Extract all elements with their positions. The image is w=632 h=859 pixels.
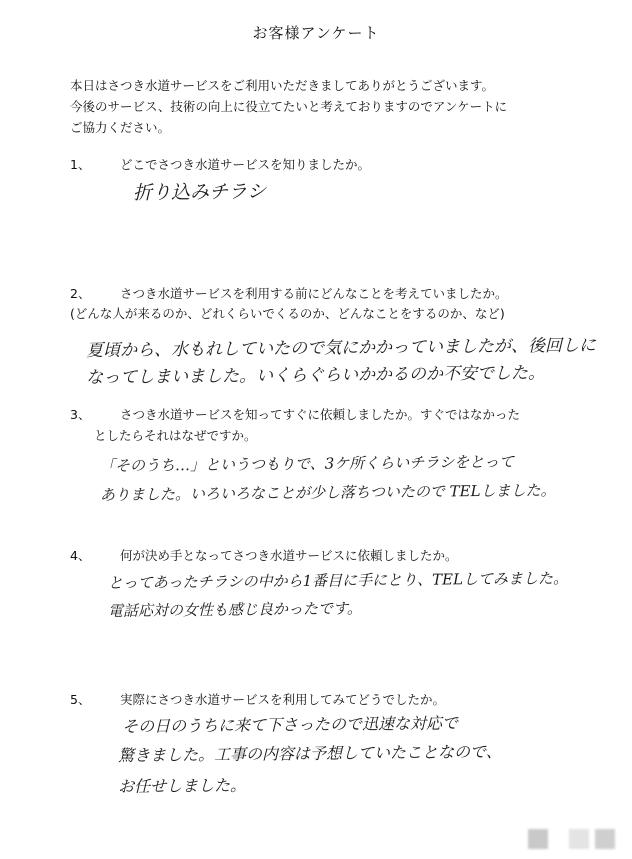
question-number: 4、 xyxy=(70,548,91,563)
question-text: (どんな人が来るのか、どれくらいでくるのか、どんなことをするのか、など) xyxy=(70,306,505,321)
answer-2-line-1: 夏頃から、水もれしていたので気にかかっていましたが、後回しに xyxy=(85,335,597,361)
watermark-block xyxy=(595,829,615,849)
page-title: お客様アンケート xyxy=(252,24,380,42)
question-number: 2、 xyxy=(70,286,91,301)
question-text: さつき水道サービスを知ってすぐに依頼しましたか。すぐではなかった xyxy=(120,407,521,422)
answer-4-line-1: とってあったチラシの中から1番目に手にとり、TELしてみました。 xyxy=(107,569,569,592)
question-text: 何が決め手となってさつき水道サービスに依頼しましたか。 xyxy=(120,548,458,563)
answer-1: 折り込みチラシ xyxy=(132,180,267,204)
watermark-block xyxy=(528,829,548,849)
question-text: 実際にさつき水道サービスを利用してみてどうでしたか。 xyxy=(120,692,446,707)
question-text: としたらそれはなぜですか。 xyxy=(94,428,257,443)
question-text: どこでさつき水道サービスを知りましたか。 xyxy=(120,157,371,172)
answer-5-line-3: お任せしました。 xyxy=(117,775,247,796)
intro-line: 本日はさつき水道サービスをご利用いただきましてありがとうございます。 xyxy=(70,78,495,93)
question-number: 3、 xyxy=(70,407,91,422)
intro-line: 今後のサービス、技術の向上に役立てたいと考えておりますのでアンケートに xyxy=(70,99,508,114)
answer-3-line-2: ありました。いろいろなことが少し落ちついたので TELしました。 xyxy=(99,481,556,504)
intro-line: ご協力ください。 xyxy=(70,120,171,135)
answer-5-line-2: 驚きました。工事の内容は予想していたことなので、 xyxy=(117,741,502,765)
answer-3-line-1: 「そのうち…」というつもりで、3ケ所くらいチラシをとって xyxy=(99,452,515,475)
answer-2-line-2: なってしまいました。いくらぐらいかかるのか不安でした。 xyxy=(85,363,546,388)
answer-4-line-2: 電話応対の女性も感じ良かったです。 xyxy=(107,599,362,620)
question-number: 1、 xyxy=(70,157,91,172)
question-number: 5、 xyxy=(70,692,91,707)
question-text: さつき水道サービスを利用する前にどんなことを考えていましたか。 xyxy=(120,286,508,301)
answer-5-line-1: その日のうちに来て下さったので迅速な対応で xyxy=(121,713,459,736)
intro-paragraph xyxy=(70,75,590,138)
watermark-block xyxy=(569,829,589,849)
